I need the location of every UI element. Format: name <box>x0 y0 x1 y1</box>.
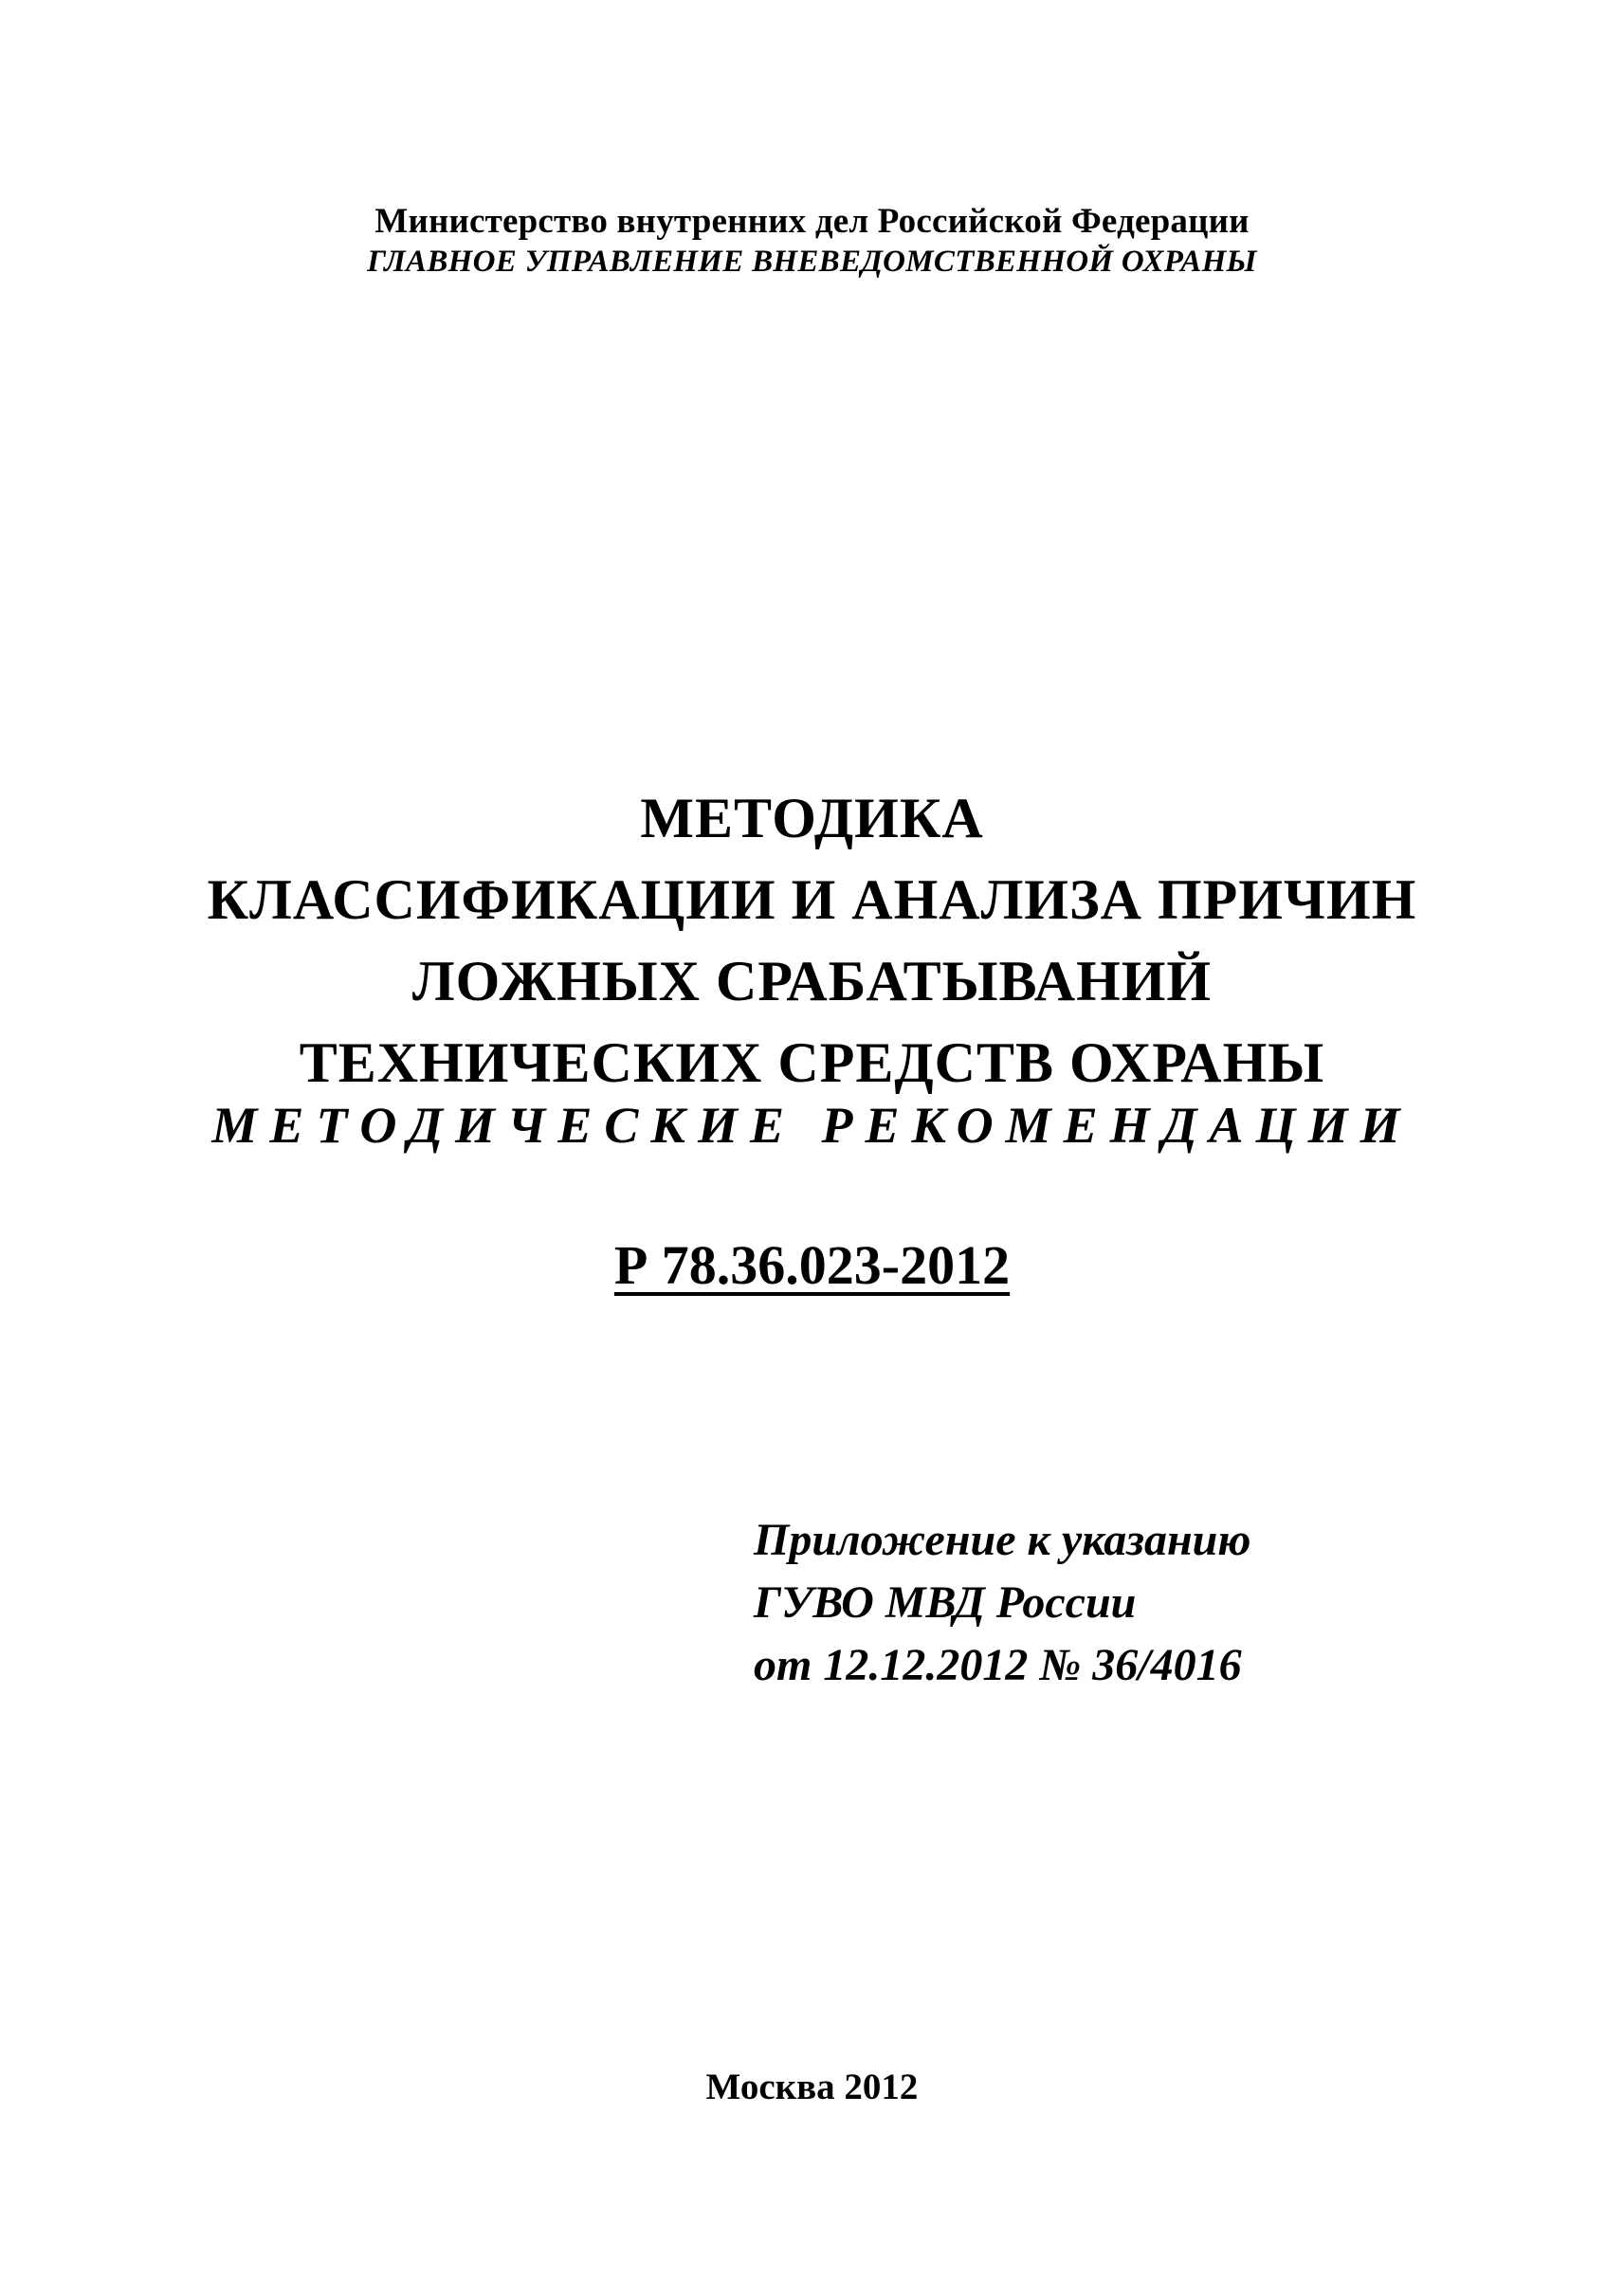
title-line: МЕТОДИКА <box>640 787 984 849</box>
appendix-line: Приложение к указанию <box>754 1515 1251 1565</box>
ministry-name: Министерство внутренних дел Российской Федерации <box>374 202 1250 241</box>
document-number-text: Р 78.36.023-2012 <box>613 1234 1011 1296</box>
place-and-year: Москва 2012 <box>705 2067 919 2107</box>
department-name: ГЛАВНОЕ УПРАВЛЕНИЕ ВНЕВЕДОМСТВЕННОЙ ОХРАНЫ <box>367 245 1257 279</box>
title-line: КЛАССИФИКАЦИИ И АНАЛИЗА ПРИЧИН <box>207 868 1417 931</box>
title-line: ТЕХНИЧЕСКИХ СРЕДСТВ ОХРАНЫ <box>299 1031 1325 1094</box>
document-title <box>0 777 1624 1103</box>
appendix-line: от 12.12.2012 № 36/4016 <box>754 1640 1242 1690</box>
appendix-note <box>754 1509 1512 1697</box>
document-type: МЕТОДИЧЕСКИЕ РЕКОМЕНДАЦИИ <box>211 1097 1413 1154</box>
header <box>0 201 1624 281</box>
document-number <box>0 1232 1624 1299</box>
title-line: ЛОЖНЫХ СРАБАТЫВАНИЙ <box>411 950 1213 1012</box>
appendix-line: ГУВО МВД России <box>754 1577 1137 1628</box>
